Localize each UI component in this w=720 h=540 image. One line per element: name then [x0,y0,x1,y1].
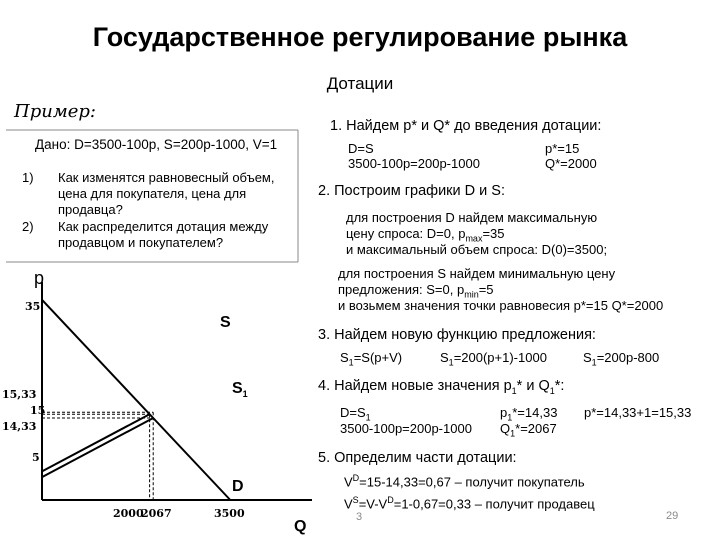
step1-eq2: 3500-100p=200p-1000 [348,156,480,171]
step2-demand-line3: и максимальный объем спроса: D(0)=3500; [346,242,608,257]
demand-curve-label: D [232,478,244,495]
question-text-1: Как изменятся равновесный объем, цена для покупателя, цена для продавца? [58,170,275,217]
page-number: 29 [666,510,679,522]
q-axis-label: Q [294,518,307,535]
curve-s1 [42,418,153,477]
step4-title-b: * и Q [516,378,550,394]
step4-result-quantity [500,421,557,439]
p-axis-label: p [34,268,45,288]
step2-supply-line2-b: =5 [478,282,494,297]
step5-buyer-share [344,473,585,489]
new-supply-letter: S [232,380,243,397]
step3-title: 3. Найдем новую функцию предложения: [318,327,596,343]
step5-l1-sup: D [352,473,360,483]
supply-curve-label: S [220,314,231,331]
new-supply-subscript: 1 [242,389,248,400]
step4-l1-a: D=S [340,405,366,420]
step4-r1-sub: 1 [507,412,513,423]
y-tick-15: 15 [30,404,46,417]
x-tick-2000: 2000 [113,507,144,520]
y-tick-14-33: 14,33 [2,420,37,433]
step5-l2-b: =V-V [358,496,388,512]
y-tick-35: 35 [25,300,41,313]
step2-demand-line1: для построения D найдем максимальную [346,210,598,225]
step4-title [318,378,564,396]
step5-l1-a: V [344,474,353,490]
y-tick-15-33: 15,33 [2,388,37,401]
step4-left-line1 [340,405,371,423]
step2-title: 2. Построим графики D и S: [318,183,505,199]
step2-demand-line2-b: =35 [482,226,505,241]
step4-l1-sub: 1 [365,412,371,423]
question-number-1: 1) [22,170,34,185]
step5-l2-c: =1-0,67=0,33 – получит продавец [393,496,595,512]
step5-l2-sup2: D [387,495,394,505]
step4-r2-b: *=2067 [515,421,557,436]
step4-r2-a: Q [500,421,511,436]
step3-f2-sub: 1 [448,357,454,368]
x-tick-2067: 2067 [141,507,172,520]
step3-f2-b: =200(p+1)-1000 [453,350,547,365]
step5-l1-b: =15-14,33=0,67 – получит покупатель [359,474,585,490]
step3-f3-sub: 1 [591,357,597,368]
step3-f2-a: S [440,350,449,365]
example-label: Пример: [14,101,96,122]
step4-title-sub1: 1 [511,385,517,396]
step1-result-quantity: Q*=2000 [545,156,597,171]
page-subtitle: Дотации [326,74,394,93]
step3-formula1 [340,350,402,368]
step3-f1-a: S [340,350,349,365]
step4-title-sub2: 1 [549,385,555,396]
curve-d [42,300,230,500]
y-tick-5: 5 [32,451,40,464]
step3-f3-b: =200p-800 [596,350,660,365]
new-supply-curve-label [232,380,248,399]
step2-supply-line3: и возьмем значения точки равновесия p*=15 Q*=2000 [338,298,664,313]
step4-title-c: *: [554,378,565,394]
footer-left-number: 3 [356,511,363,523]
step5-title: 5. Определим части дотации: [318,450,517,466]
step5-seller-share [344,495,595,511]
step1-title: 1. Найдем p* и Q* до введения дотации: [330,118,602,134]
step3-f1-b: =S(p+V) [353,350,403,365]
step2-demand-line2-a: цену спроса: D=0, p [346,226,466,241]
step4-r2-sub: 1 [510,428,516,439]
step4-title-a: 4. Найдем новые значения p [318,378,512,394]
step4-result-price [500,405,557,423]
step3-f3-a: S [583,350,592,365]
step2-demand-line2-sub: max [465,233,483,244]
step4-seller-price: p*=14,33+1=15,33 [584,405,692,420]
given-conditions: Дано: D=3500-100p, S=200p-1000, V=1 [35,137,278,152]
step5-l2-sup: S [352,495,359,505]
step2-supply-line2-sub: min [464,289,479,300]
step1-result-price: p*=15 [545,141,580,156]
curve-s [42,414,150,471]
question-text-2: Как распределится дотация между продавцом и покупателем? [58,219,269,250]
page-title: Государственное регулирование рынка [92,22,628,52]
x-tick-3500: 3500 [214,507,245,520]
step2-supply-line2-a: предложения: S=0, p [338,282,465,297]
step2-demand-line2 [346,226,505,244]
question-number-2: 2) [22,219,34,234]
step3-f1-sub: 1 [348,357,354,368]
step4-r1-b: *=14,33 [512,405,558,420]
step3-formula2 [440,350,547,368]
step3-formula3 [583,350,659,368]
step2-supply-line1: для построения S найдем минимальную цену [338,266,616,281]
step4-left-line2: 3500-100p=200p-1000 [340,421,472,436]
step5-l2-a: V [344,496,353,512]
step4-r1-a: p [500,405,508,420]
step1-eq1: D=S [348,141,374,156]
step2-supply-line2 [338,282,494,300]
